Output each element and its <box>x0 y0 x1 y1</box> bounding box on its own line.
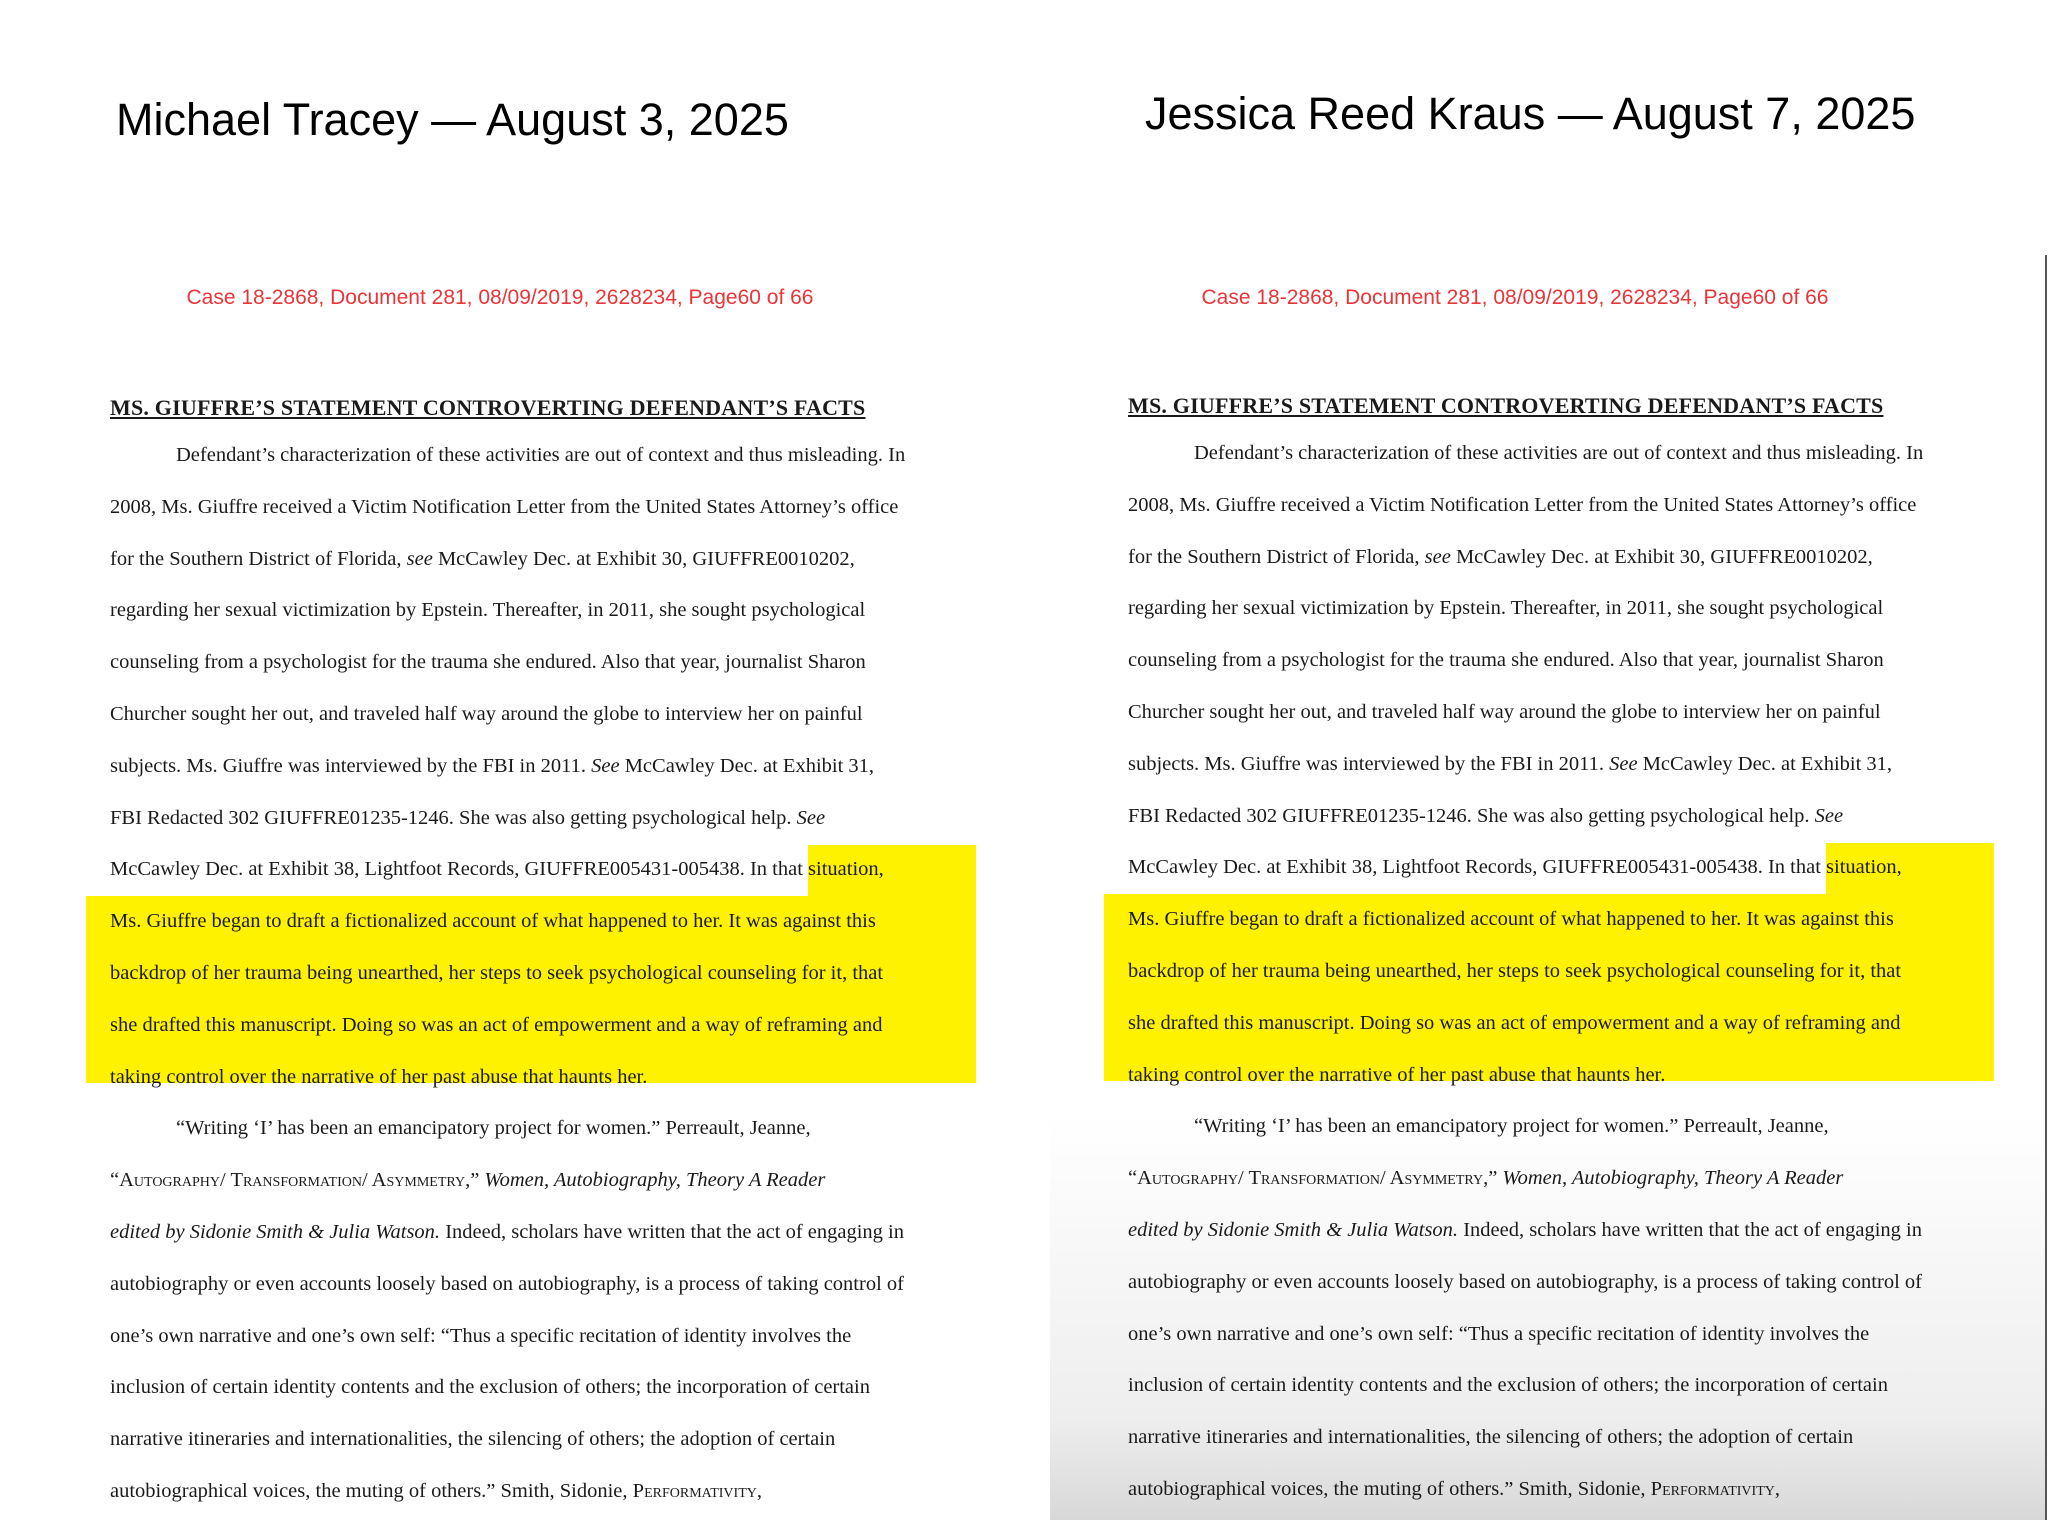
text-line: FBI Redacted 302 GIUFFRE01235-1246. She was also getting psychological help. See <box>1128 804 1844 827</box>
text-line: inclusion of certain identity contents and the exclusion of others; the incorporation of certain <box>110 1376 870 1399</box>
text-line: autobiography or even accounts loosely based on autobiography, is a process of taking control of <box>110 1272 904 1295</box>
section-title: MS. GIUFFRE’S STATEMENT CONTROVERTING DEFENDANT’S FACTS <box>1128 393 1884 418</box>
text-line: Ms. Giuffre began to draft a fictionalized account of what happened to her. It was against this <box>110 910 876 933</box>
text-line: edited by Sidonie Smith & Julia Watson. Indeed, scholars have written that the act of engaging in <box>1128 1218 1922 1241</box>
text-line: Churcher sought her out, and traveled half way around the globe to interview her on painful <box>110 702 863 725</box>
text-line: she drafted this manuscript. Doing so was an act of empowerment and a way of reframing and <box>1128 1011 1901 1034</box>
text-line: autobiographical voices, the muting of others.” Smith, Sidonie, Performativity, <box>110 1479 762 1502</box>
text-line: she drafted this manuscript. Doing so was an act of empowerment and a way of reframing and <box>110 1013 883 1036</box>
text-line: edited by Sidonie Smith & Julia Watson. Indeed, scholars have written that the act of engaging in <box>110 1220 904 1243</box>
text-line: Ms. Giuffre began to draft a fictionalized account of what happened to her. It was against this <box>1128 908 1894 931</box>
body-text <box>110 430 990 1518</box>
text-line: one’s own narrative and one’s own self: “Thus a specific recitation of identity involves the <box>1128 1322 1870 1345</box>
text-line: taking control over the narrative of her past abuse that haunts her. <box>1128 1063 1666 1086</box>
text-line: for the Southern District of Florida, see McCawley Dec. at Exhibit 30, GIUFFRE0010202, <box>110 547 855 570</box>
text-line: 2008, Ms. Giuffre received a Victim Notification Letter from the United States Attorney’s office <box>110 495 899 518</box>
right-panel <box>1025 0 2048 1520</box>
section-title: MS. GIUFFRE’S STATEMENT CONTROVERTING DEFENDANT’S FACTS <box>110 395 866 420</box>
case-header: Case 18-2868, Document 281, 08/09/2019, 2628234, Page60 of 66 <box>186 286 814 309</box>
text-line: backdrop of her trauma being unearthed, her steps to seek psychological counseling for it, that <box>110 961 884 984</box>
document-page <box>1050 255 2047 1520</box>
text-line: narrative itineraries and internationalities, the silencing of others; the adoption of certain <box>1128 1426 1854 1449</box>
body-text <box>1128 428 2008 1516</box>
text-line: “Autography/ Transformation/ Asymmetry,” Women, Autobiography, Theory A Reader <box>1128 1167 1844 1190</box>
text-line: for the Southern District of Florida, see McCawley Dec. at Exhibit 30, GIUFFRE0010202, <box>1128 545 1873 568</box>
text-line: autobiographical voices, the muting of others.” Smith, Sidonie, Performativity, <box>1128 1477 1780 1500</box>
text-line: backdrop of her trauma being unearthed, her steps to seek psychological counseling for it, that <box>1128 959 1902 982</box>
left-panel <box>0 0 1000 1520</box>
text-line: McCawley Dec. at Exhibit 38, Lightfoot Records, GIUFFRE005431-005438. In that situation, <box>110 858 884 881</box>
text-line: “Autography/ Transformation/ Asymmetry,” Women, Autobiography, Theory A Reader <box>110 1169 826 1192</box>
text-line: 2008, Ms. Giuffre received a Victim Notification Letter from the United States Attorney’s office <box>1128 493 1917 516</box>
text-line: Churcher sought her out, and traveled half way around the globe to interview her on painful <box>1128 700 1881 723</box>
text-line: regarding her sexual victimization by Epstein. Thereafter, in 2011, she sought psychological <box>1128 597 1884 620</box>
panel-heading: Jessica Reed Kraus — August 7, 2025 <box>1145 88 1916 139</box>
text-line: subjects. Ms. Giuffre was interviewed by the FBI in 2011. See McCawley Dec. at Exhibit 31, <box>110 754 875 777</box>
text-line: inclusion of certain identity contents and the exclusion of others; the incorporation of certain <box>1128 1374 1888 1397</box>
case-header: Case 18-2868, Document 281, 08/09/2019, 2628234, Page60 of 66 <box>1201 286 1829 309</box>
text-line: Defendant’s characterization of these activities are out of context and thus misleading. In <box>1194 442 1924 464</box>
text-line: subjects. Ms. Giuffre was interviewed by the FBI in 2011. See McCawley Dec. at Exhibit 31, <box>1128 752 1893 775</box>
text-line: McCawley Dec. at Exhibit 38, Lightfoot Records, GIUFFRE005431-005438. In that situation, <box>1128 856 1902 879</box>
text-line: one’s own narrative and one’s own self: “Thus a specific recitation of identity involves the <box>110 1324 852 1347</box>
panel-heading: Michael Tracey — August 3, 2025 <box>116 94 789 145</box>
text-line: taking control over the narrative of her past abuse that haunts her. <box>110 1065 648 1088</box>
text-line: Defendant’s characterization of these activities are out of context and thus misleading. In <box>176 444 906 466</box>
text-line: “Writing ‘I’ has been an emancipatory project for women.” Perreault, Jeanne, <box>1194 1115 1829 1138</box>
text-line: counseling from a psychologist for the trauma she endured. Also that year, journalist Sharon <box>1128 649 1884 672</box>
text-line: “Writing ‘I’ has been an emancipatory project for women.” Perreault, Jeanne, <box>176 1117 811 1140</box>
document-page <box>0 255 1000 1520</box>
text-line: autobiography or even accounts loosely based on autobiography, is a process of taking control of <box>1128 1270 1922 1293</box>
text-line: FBI Redacted 302 GIUFFRE01235-1246. She was also getting psychological help. See <box>110 806 826 829</box>
text-line: regarding her sexual victimization by Epstein. Thereafter, in 2011, she sought psychological <box>110 599 866 622</box>
text-line: narrative itineraries and internationalities, the silencing of others; the adoption of certain <box>110 1428 836 1451</box>
text-line: counseling from a psychologist for the trauma she endured. Also that year, journalist Sharon <box>110 651 866 674</box>
